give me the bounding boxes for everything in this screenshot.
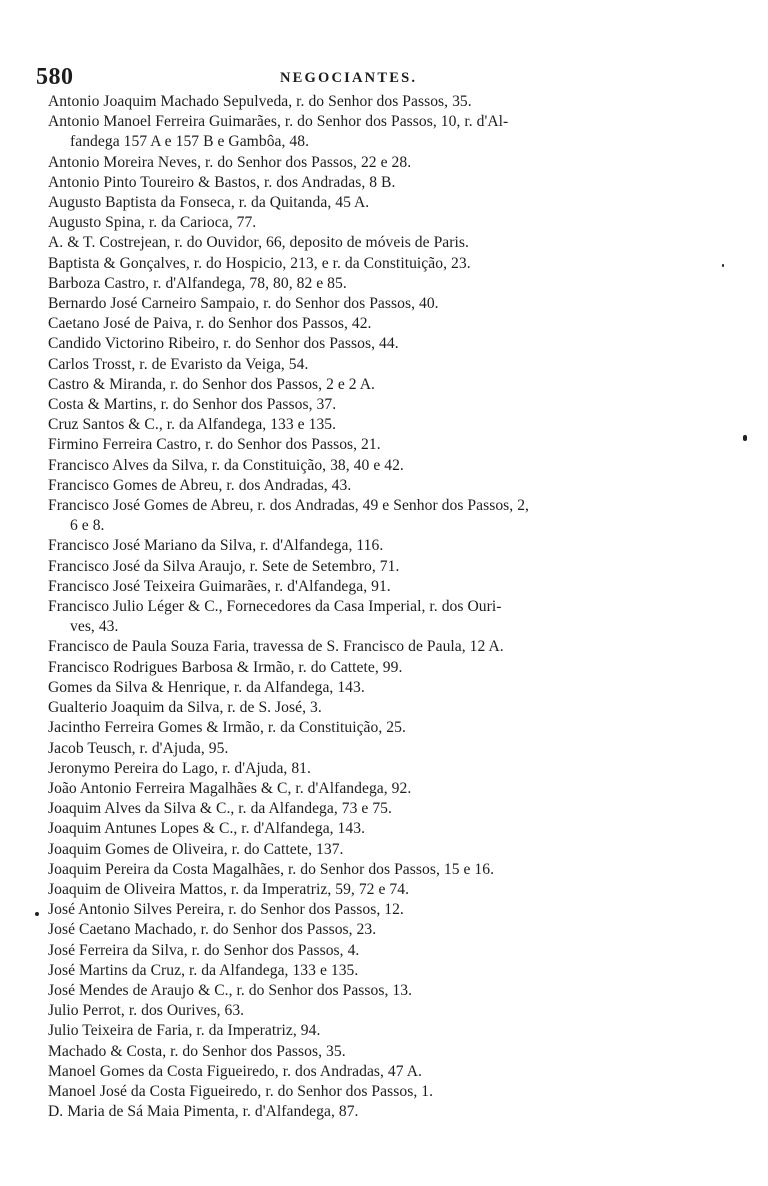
entry-text: Cruz Santos & C., r. da Alfandega, 133 e 135. [48, 416, 337, 434]
entry-text: Jacob Teusch, r. d'Ajuda, 95. [48, 739, 229, 757]
entry-text: A. & T. Costrejean, r. do Ouvidor, 66, deposito de móveis de Paris. [48, 234, 469, 252]
list-item [48, 334, 684, 354]
entry-continuation: 6 e 8. [70, 517, 105, 535]
list-item [48, 415, 684, 435]
list-item [48, 294, 684, 314]
entry-text: Machado & Costa, r. do Senhor dos Passos, 35. [48, 1042, 346, 1060]
entry-text: Gomes da Silva & Henrique, r. da Alfandega, 143. [48, 678, 365, 696]
list-item [48, 173, 684, 193]
list-item [48, 698, 684, 718]
entry-text: Baptista & Gonçalves, r. do Hospicio, 213, e r. da Constituição, 23. [48, 254, 471, 272]
entry-text: Francisco José Teixeira Guimarães, r. d'Alfandega, 91. [48, 577, 391, 595]
entry-text: Julio Perrot, r. dos Ourives, 63. [48, 1002, 245, 1020]
entry-text: Augusto Spina, r. da Carioca, 77. [48, 214, 257, 232]
page-title: NEGOCIANTES. [280, 70, 418, 86]
entry-text: Francisco José da Silva Araujo, r. Sete de Setembro, 71. [48, 557, 400, 575]
list-item [48, 799, 684, 819]
list-item [48, 476, 684, 496]
list-item [48, 678, 684, 698]
list-item [48, 718, 684, 738]
list-item [48, 395, 684, 415]
list-item [48, 1062, 684, 1082]
list-item [48, 536, 684, 556]
list-item [48, 254, 684, 274]
entry-text: Bernardo José Carneiro Sampaio, r. do Senhor dos Passos, 40. [48, 295, 439, 313]
list-item [48, 456, 684, 476]
list-item [48, 112, 684, 152]
entry-text: Antonio Manoel Ferreira Guimarães, r. do Senhor dos Passos, 10, r. d'Al- [48, 113, 509, 131]
list-item [48, 840, 684, 860]
entry-text: Candido Victorino Ribeiro, r. do Senhor dos Passos, 44. [48, 335, 399, 353]
print-mark [722, 264, 724, 267]
list-item [48, 920, 684, 940]
list-item [48, 233, 684, 253]
page-number: 580 [36, 64, 74, 90]
list-item [48, 1042, 684, 1062]
entry-text: Jacintho Ferreira Gomes & Irmão, r. da Constituição, 25. [48, 719, 406, 737]
list-item [48, 900, 684, 920]
entry-text: Joaquim Antunes Lopes & C., r. d'Alfandega, 143. [48, 820, 366, 838]
list-item [48, 860, 684, 880]
entry-text: Antonio Moreira Neves, r. do Senhor dos Passos, 22 e 28. [48, 153, 412, 171]
entry-text: Francisco José Mariano da Silva, r. d'Alfandega, 116. [48, 537, 384, 555]
list-item [48, 637, 684, 657]
print-mark [35, 912, 39, 916]
entry-text: Francisco Julio Léger & C., Fornecedores da Casa Imperial, r. dos Ouri- [48, 598, 502, 616]
list-item [48, 759, 684, 779]
entry-continuation: fandega 157 A e 157 B e Gambôa, 48. [70, 133, 310, 151]
entry-text: Francisco José Gomes de Abreu, r. dos Andradas, 49 e Senhor dos Passos, 2, [48, 497, 529, 515]
entry-text: Carlos Trosst, r. de Evaristo da Veiga, 54. [48, 355, 309, 373]
entry-text: Antonio Pinto Toureiro & Bastos, r. dos Andradas, 8 B. [48, 173, 396, 191]
list-item [48, 1021, 684, 1041]
list-item [48, 274, 684, 294]
entry-text: Manoel José da Costa Figueiredo, r. do Senhor dos Passos, 1. [48, 1082, 434, 1100]
list-item [48, 880, 684, 900]
entry-text: D. Maria de Sá Maia Pimenta, r. d'Alfandega, 87. [48, 1103, 359, 1121]
list-item [48, 355, 684, 375]
entry-text: José Ferreira da Silva, r. do Senhor dos Passos, 4. [48, 941, 360, 959]
entry-text: Antonio Joaquim Machado Sepulveda, r. do Senhor dos Passos, 35. [48, 93, 472, 110]
entry-text: Augusto Baptista da Fonseca, r. da Quitanda, 45 A. [48, 194, 370, 212]
entry-text: Jeronymo Pereira do Lago, r. d'Ajuda, 81. [48, 759, 311, 777]
list-item [48, 658, 684, 678]
list-item [48, 375, 684, 395]
list-item [48, 435, 684, 455]
list-item [48, 961, 684, 981]
list-item [48, 557, 684, 577]
entry-text: Manoel Gomes da Costa Figueiredo, r. dos Andradas, 47 A. [48, 1062, 422, 1080]
list-item [48, 496, 684, 536]
entry-text: Francisco Alves da Silva, r. da Constituição, 38, 40 e 42. [48, 456, 404, 474]
list-item [48, 1102, 684, 1122]
entry-text: José Caetano Machado, r. do Senhor dos Passos, 23. [48, 921, 377, 939]
entry-text: Barboza Castro, r. d'Alfandega, 78, 80, 82 e 85. [48, 274, 347, 292]
entry-text: Gualterio Joaquim da Silva, r. de S. José, 3. [48, 699, 322, 717]
entry-text: João Antonio Ferreira Magalhães & C, r. d'Alfandega, 92. [48, 779, 412, 797]
entry-continuation: ves, 43. [70, 618, 119, 636]
list-item [48, 153, 684, 173]
list-item [48, 314, 684, 334]
entry-text: Francisco Rodrigues Barbosa & Irmão, r. do Cattete, 99. [48, 658, 403, 676]
entry-text: Costa & Martins, r. do Senhor dos Passos, 37. [48, 396, 337, 414]
entry-text: Caetano José de Paiva, r. do Senhor dos Passos, 42. [48, 315, 372, 333]
entry-text: José Antonio Silves Pereira, r. do Senhor dos Passos, 12. [48, 901, 404, 919]
entry-text: Joaquim Pereira da Costa Magalhães, r. do Senhor dos Passos, 15 e 16. [48, 860, 495, 878]
entry-text: José Martins da Cruz, r. da Alfandega, 133 e 135. [48, 961, 359, 979]
list-item [48, 597, 684, 637]
list-item [48, 739, 684, 759]
list-item [48, 213, 684, 233]
entry-text: Julio Teixeira de Faria, r. da Imperatriz, 94. [48, 1022, 321, 1040]
print-mark [743, 435, 747, 441]
entry-text: José Mendes de Araujo & C., r. do Senhor dos Passos, 13. [48, 981, 413, 999]
list-item [48, 92, 684, 112]
list-item [48, 779, 684, 799]
list-item [48, 193, 684, 213]
entry-text: Joaquim Alves da Silva & C., r. da Alfandega, 73 e 75. [48, 800, 392, 818]
list-item [48, 819, 684, 839]
merchant-list [48, 92, 684, 1122]
entry-text: Castro & Miranda, r. do Senhor dos Passos, 2 e 2 A. [48, 375, 375, 393]
entry-text: Francisco Gomes de Abreu, r. dos Andradas, 43. [48, 476, 352, 494]
entry-text: Francisco de Paula Souza Faria, travessa de S. Francisco de Paula, 12 A. [48, 638, 504, 656]
list-item [48, 941, 684, 961]
list-item [48, 981, 684, 1001]
list-item [48, 1001, 684, 1021]
list-item [48, 577, 684, 597]
entry-text: Joaquim de Oliveira Mattos, r. da Imperatriz, 59, 72 e 74. [48, 880, 410, 898]
list-item [48, 1082, 684, 1102]
entry-text: Firmino Ferreira Castro, r. do Senhor dos Passos, 21. [48, 436, 381, 454]
entry-text: Joaquim Gomes de Oliveira, r. do Cattete, 137. [48, 840, 344, 858]
